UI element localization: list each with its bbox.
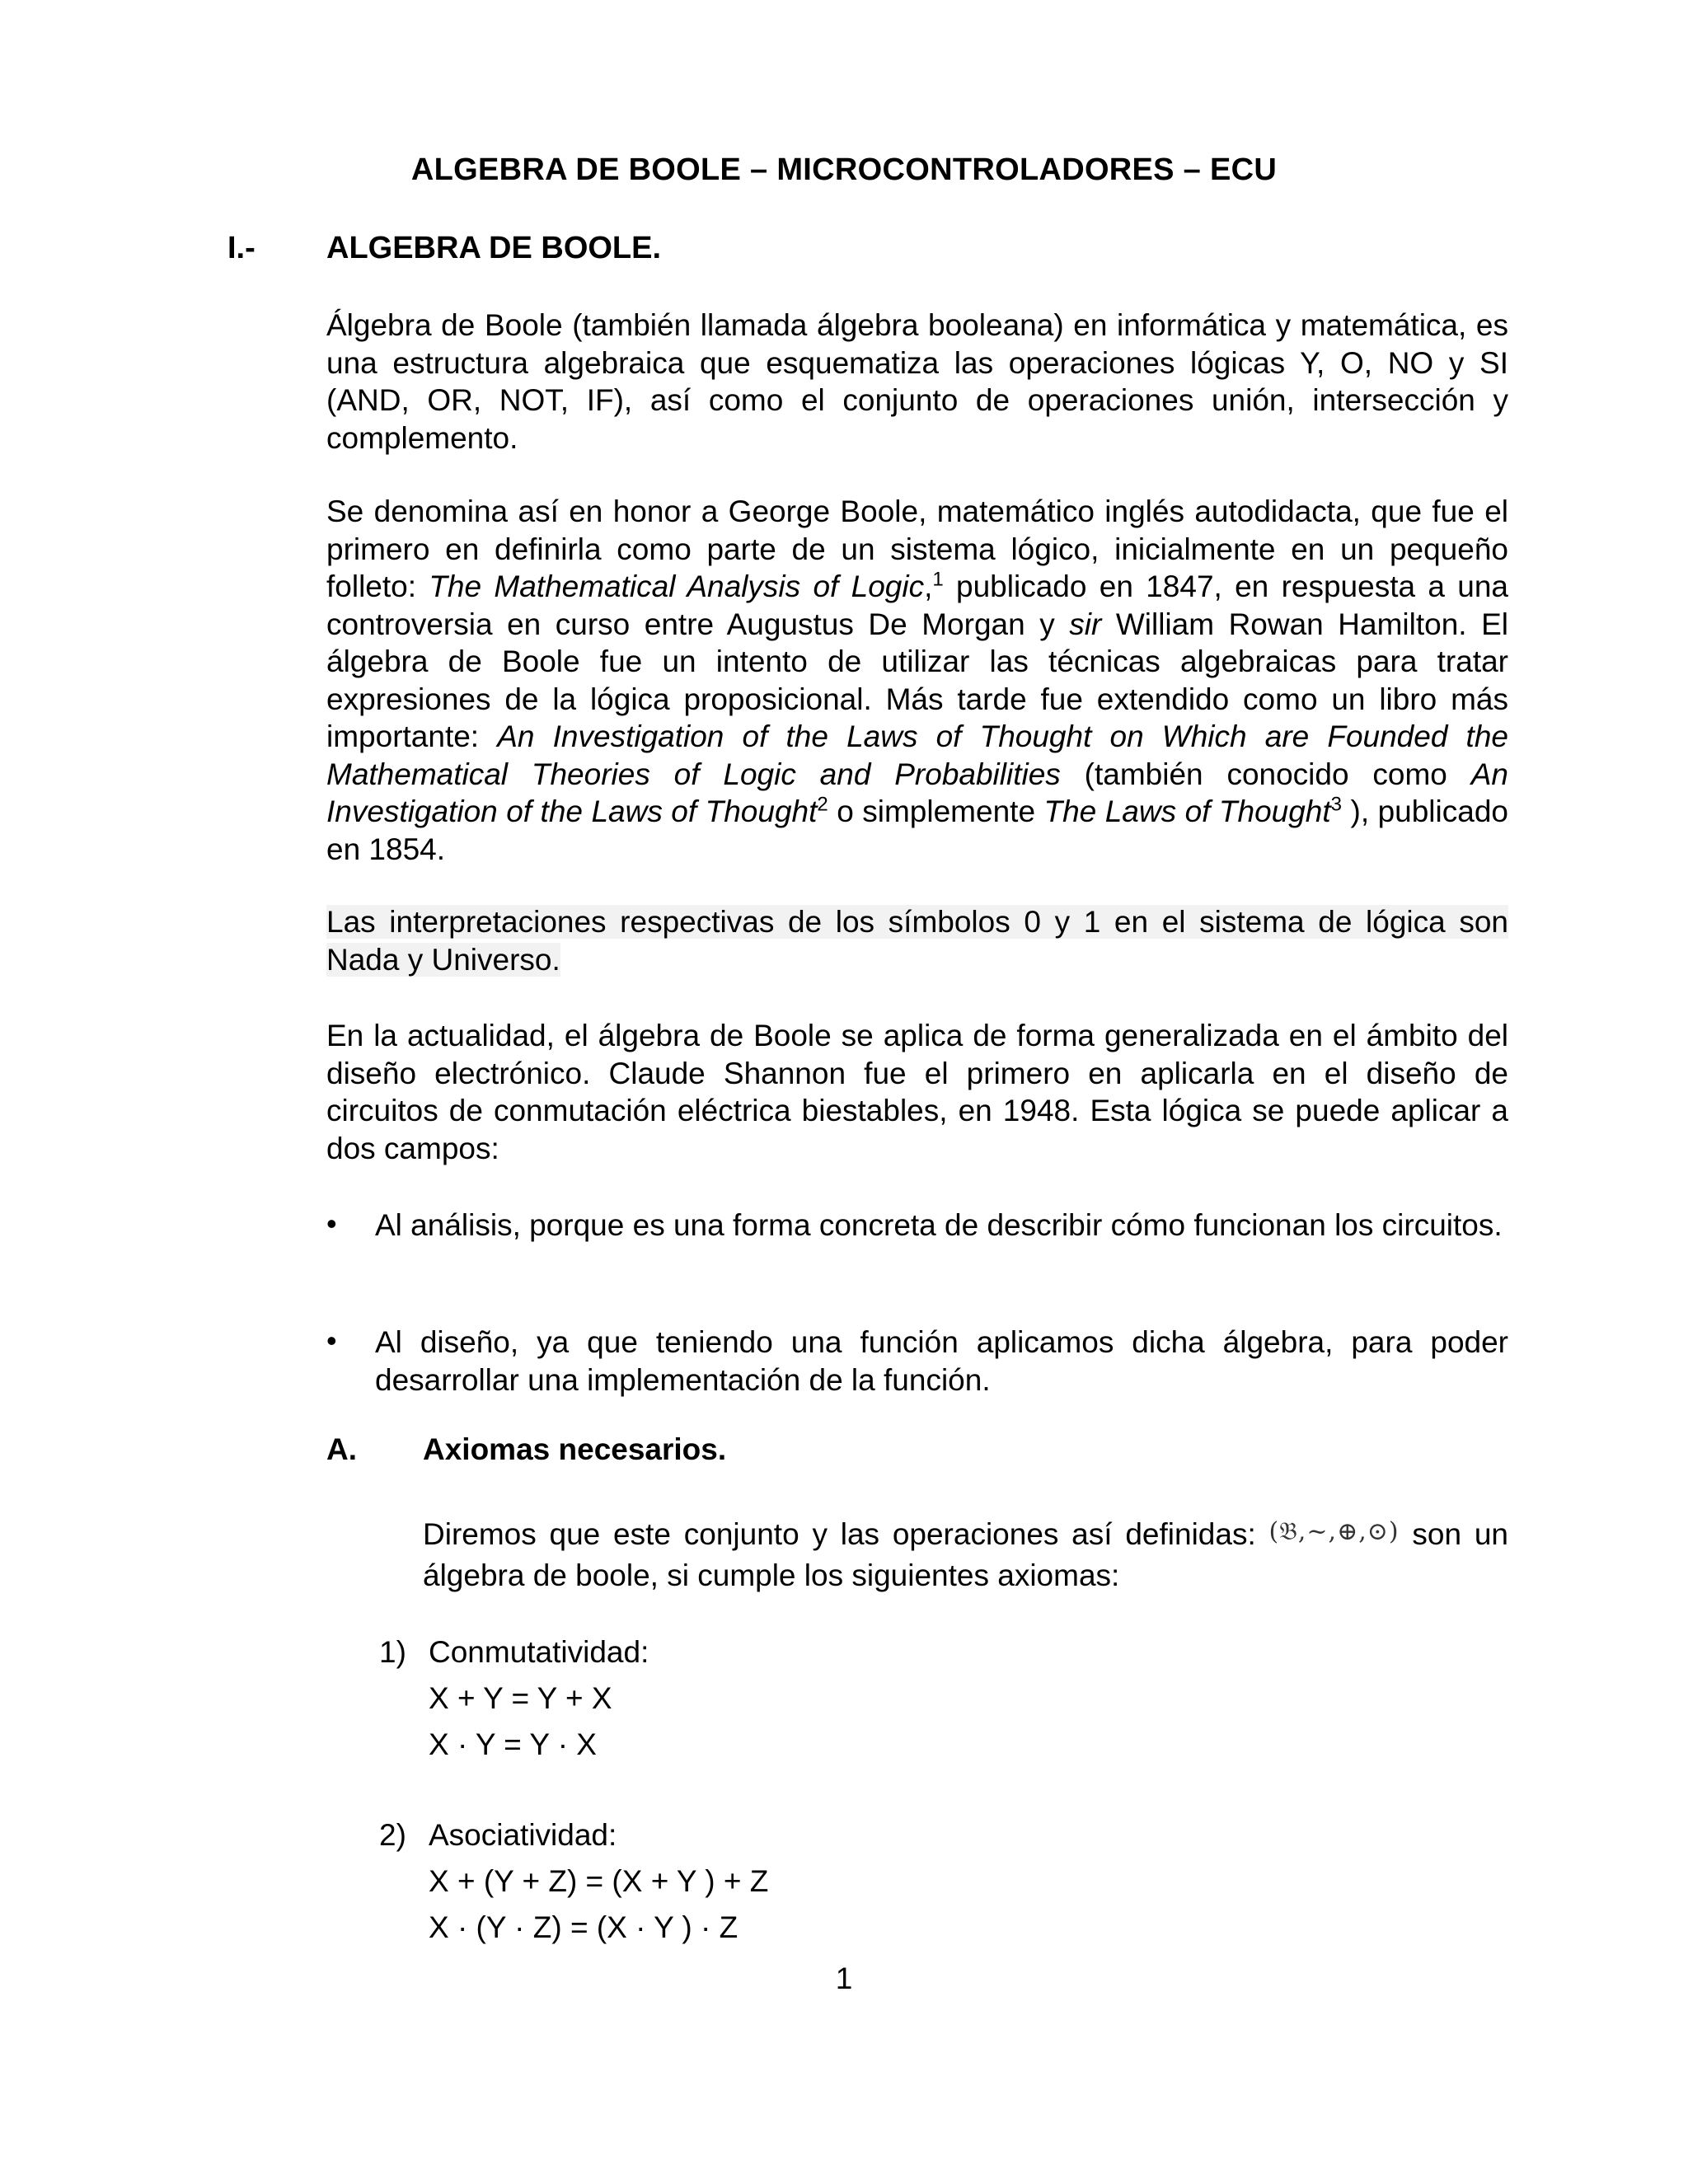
history-title-sir: sir xyxy=(1069,607,1102,641)
history-text-c: , xyxy=(924,569,933,603)
document-title: ALGEBRA DE BOOLE – MICROCONTROLADORES – ECU xyxy=(410,152,1278,187)
subsection-title: Axiomas necesarios. xyxy=(423,1432,727,1466)
paragraph-definition: Álgebra de Boole (también llamada álgebra booleana) en informática y matemática, es una estructura algebraica que esquematiza las operaciones lógicas Y, O, NO y SI (AND, OR, NOT, IF), así como el conjunto de operaciones unión, intersección y complemento. xyxy=(326,308,1508,455)
axiom-formula: X · Y = Y · X xyxy=(429,1727,597,1761)
axiom-name: Conmutatividad: xyxy=(429,1635,649,1669)
axiom-number: 2) xyxy=(379,1818,406,1852)
history-title-investigation-short: An Investigation of the Laws of Thought xyxy=(326,757,1508,828)
axioms-intro xyxy=(423,1511,1508,1596)
axioms-intro-before: Diremos que este conjunto y las operaciones así definidas: xyxy=(423,1517,1269,1551)
history-text-l: ), publicado en 1854. xyxy=(326,794,1508,866)
set-notation-image: (𝔅,~,⊕,⊙) xyxy=(1268,1517,1400,1546)
history-text-a: Se denomina así en honor a George Boole, matemático inglés autodidacta, que fue el primero en definirla como parte de un sistema lógico, inicialmente en un pequeño folleto: xyxy=(326,494,1508,603)
axiom-formula: X + (Y + Z) = (X + Y ) + Z xyxy=(429,1864,769,1898)
paragraph-history xyxy=(326,493,1508,868)
interpretations-text: Las interpretaciones respectivas de los símbolos 0 y 1 en el sistema de lógica son Nada y Universo. xyxy=(326,905,1508,977)
footnote-ref-3: 3 xyxy=(1330,793,1343,816)
page-number: 1 xyxy=(835,1961,853,1995)
history-text-f: William Rowan Hamilton. El álgebra de Boole fue un intento de utilizar las técnicas algebraicas para tratar expresiones de la lógica proposicional. Más tarde fue extendido como un libro más importante: xyxy=(326,607,1509,753)
section-number: I.- xyxy=(227,231,256,265)
subsection-letter: A. xyxy=(326,1432,357,1466)
history-text-j: o simplemente xyxy=(828,794,1044,828)
axiom-formula: X + Y = Y + X xyxy=(429,1681,612,1715)
history-title-analysis: The Mathematical Analysis of Logic xyxy=(429,569,925,603)
axiom-name: Asociatividad: xyxy=(429,1818,617,1852)
history-title-laws: The Laws of Thought xyxy=(1043,794,1331,828)
axiom-formula: X · (Y · Z) = (X · Y ) · Z xyxy=(429,1910,738,1944)
paragraph-interpretations xyxy=(326,903,1508,978)
axioms-intro-after: son un álgebra de boole, si cumple los siguientes axiomas: xyxy=(423,1517,1508,1592)
bullet-design: Al diseño, ya que teniendo una función aplicamos dicha álgebra, para poder desarrollar una implementación de la función. xyxy=(375,1325,1508,1397)
paragraph-actuality: En la actualidad, el álgebra de Boole se aplica de forma generalizada en el ámbito del diseño electrónico. Claude Shannon fue el primero en aplicarla en el diseño de circuitos de conmutación eléctrica biestables, en 1948. Esta lógica se puede aplicar a dos campos: xyxy=(326,1019,1508,1165)
section-title: ALGEBRA DE BOOLE. xyxy=(326,231,662,265)
history-text-d: publicado en 1847, en respuesta a una controversia en curso entre Augustus De Morgan y xyxy=(326,569,1508,641)
history-title-investigation-full: An Investigation of the Laws of Thought on Which are Founded the Mathematical Theories of Logic and Probabilities xyxy=(326,719,1508,791)
axiom-number: 1) xyxy=(379,1635,406,1669)
history-text-h: (también conocido como xyxy=(1060,757,1471,791)
footnote-ref-1: 1 xyxy=(932,568,944,591)
bullet-analysis: Al análisis, porque es una forma concreta de describir cómo funcionan los circuitos. xyxy=(375,1208,1503,1242)
footnote-ref-2: 2 xyxy=(817,793,828,816)
bullet-symbol: • xyxy=(326,1207,337,1240)
bullet-symbol: • xyxy=(326,1324,337,1357)
